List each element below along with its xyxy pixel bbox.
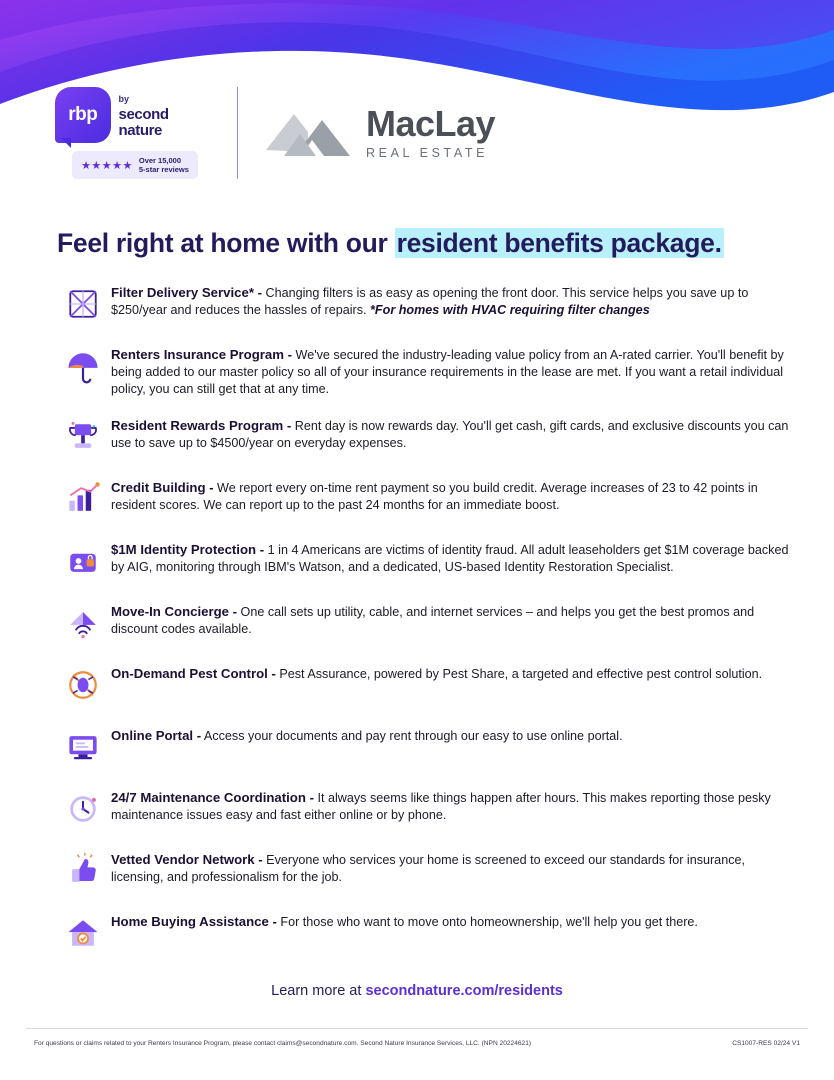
benefit-title: $1M Identity Protection - (111, 542, 265, 557)
secondnature-link[interactable]: secondnature.com/residents (365, 983, 563, 999)
maclay-logo (264, 100, 495, 166)
footer-divider (26, 1028, 808, 1029)
footer-doc-code: CS1007-RES 02/24 V1 (732, 1040, 800, 1047)
benefit-description: Changing filters is as easy as opening the front door. This service helps you save up to $250/year and reduces the hassles of repairs. (111, 286, 749, 317)
benefit-description: We report every on-time rent payment so you build credit. Average increases of 23 to 42 points in resident scores. We can report up to the past 24 months for an immediate boost. (111, 481, 758, 512)
benefit-text (111, 600, 790, 638)
second-nature-wordmark (119, 90, 215, 138)
benefit-description: One call sets up utility, cable, and internet services – and helps you get the best promos and discount codes available. (111, 605, 755, 636)
benefit-item (55, 600, 790, 646)
benefit-text (111, 848, 790, 886)
header-divider (237, 87, 238, 179)
umbrella-insurance-icon (55, 343, 111, 389)
benefit-text (111, 476, 790, 514)
benefit-description: Access your documents and pay rent through our easy to use online portal. (201, 729, 623, 743)
reviews-count (139, 156, 189, 175)
learn-more-line (0, 983, 834, 999)
benefit-item (55, 476, 790, 522)
benefit-description: Rent day is now rewards day. You'll get cash, gift cards, and exclusive discounts you can use to save up to $4500/year on everyday expenses. (111, 419, 789, 450)
benefit-title: Resident Rewards Program - (111, 418, 292, 433)
credit-chart-icon (55, 476, 111, 522)
benefit-item (55, 910, 790, 956)
clock-maintenance-icon (55, 786, 111, 832)
benefit-title: Move-In Concierge - (111, 604, 238, 619)
home-buying-icon (55, 910, 111, 956)
benefit-item (55, 343, 790, 398)
rbp-logo-text: rbp (68, 103, 98, 125)
page-title (57, 228, 787, 259)
online-portal-icon (55, 724, 111, 770)
roof-mark-icon (264, 100, 356, 166)
benefit-text (111, 662, 762, 683)
benefit-item (55, 414, 790, 460)
benefit-item (55, 786, 790, 832)
benefit-text (111, 538, 790, 576)
benefit-text (111, 414, 790, 452)
benefit-title: Credit Building - (111, 480, 214, 495)
footer (34, 1040, 800, 1047)
maclay-wordmark (366, 103, 496, 160)
wifi-concierge-icon (55, 600, 111, 646)
benefit-description: We've secured the industry-leading value policy from an A-rated carrier. You'll benefit by being added to our master policy so all of your insurance requirements in the lease are met. If you want a retail individual policy, you can still get that at any time. (111, 348, 784, 396)
star-rating-icon: ★★★★★ (81, 159, 133, 172)
benefit-description: 1 in 4 Americans are victims of identity fraud. All adult leaseholders get $1M coverage backed by AIG, monitoring through IBM's Watson, and a dedicated, US-based Identity Restoration Specialist. (111, 543, 789, 574)
benefit-text (111, 281, 790, 319)
brand-header (55, 78, 775, 188)
second-nature-label: second nature (118, 106, 169, 140)
reviews-badge (72, 151, 198, 180)
rbp-logo-block (55, 87, 215, 180)
learn-more-prefix: Learn more at (271, 983, 366, 999)
headline-highlight: resident benefits package. (396, 228, 722, 258)
benefit-title: Home Buying Assistance - (111, 914, 277, 929)
benefits-list (55, 281, 790, 972)
benefit-item (55, 538, 790, 584)
benefit-description: For those who want to move onto homeownership, we'll help you get there. (276, 915, 698, 929)
identity-lock-icon (55, 538, 111, 584)
benefit-text (111, 343, 790, 398)
benefit-text (111, 786, 790, 824)
company-name: MacLay (366, 103, 496, 144)
by-label: by (118, 94, 130, 105)
reviews-line-2: 5-star reviews (138, 165, 189, 174)
benefit-text (111, 910, 698, 931)
benefit-item (55, 724, 790, 770)
benefit-footnote: *For homes with HVAC requiring filter changes (370, 303, 650, 317)
benefit-item (55, 281, 790, 327)
headline-lead: Feel right at home with our (57, 228, 395, 258)
benefit-title: Vetted Vendor Network - (111, 852, 263, 867)
rbp-logo (55, 87, 215, 143)
benefit-title: Renters Insurance Program - (111, 347, 293, 362)
rewards-trophy-icon (55, 414, 111, 460)
benefit-description: Pest Assurance, powered by Pest Share, a targeted and effective pest control solution. (275, 667, 763, 681)
filter-icon (55, 281, 111, 327)
benefit-title: On-Demand Pest Control - (111, 666, 276, 681)
benefit-text (111, 724, 623, 745)
benefit-title: Filter Delivery Service* - (111, 285, 263, 300)
benefit-item (55, 662, 790, 708)
company-subtitle: REAL ESTATE (366, 146, 489, 160)
benefit-title: Online Portal - (111, 728, 202, 743)
benefit-title: 24/7 Maintenance Coordination - (111, 790, 314, 805)
reviews-line-1: Over 15,000 (138, 155, 181, 165)
benefit-description: It always seems like things happen after hours. This makes reporting those pesky maintenance issues easy and fast either online or by phone. (111, 791, 771, 822)
pest-control-icon (55, 662, 111, 708)
benefit-description: Everyone who services your home is screened to exceed our standards for insurance, licensing, and professionalism for the job. (111, 853, 745, 884)
vendor-thumbs-up-icon (55, 848, 111, 894)
footer-disclaimer: For questions or claims related to your Renters Insurance Program, please contact claims@secondnature.com. Second Nature Insurance Services, LLC. (NPN 20224621) (34, 1040, 532, 1047)
benefit-item (55, 848, 790, 894)
rbp-badge-icon (55, 87, 111, 143)
